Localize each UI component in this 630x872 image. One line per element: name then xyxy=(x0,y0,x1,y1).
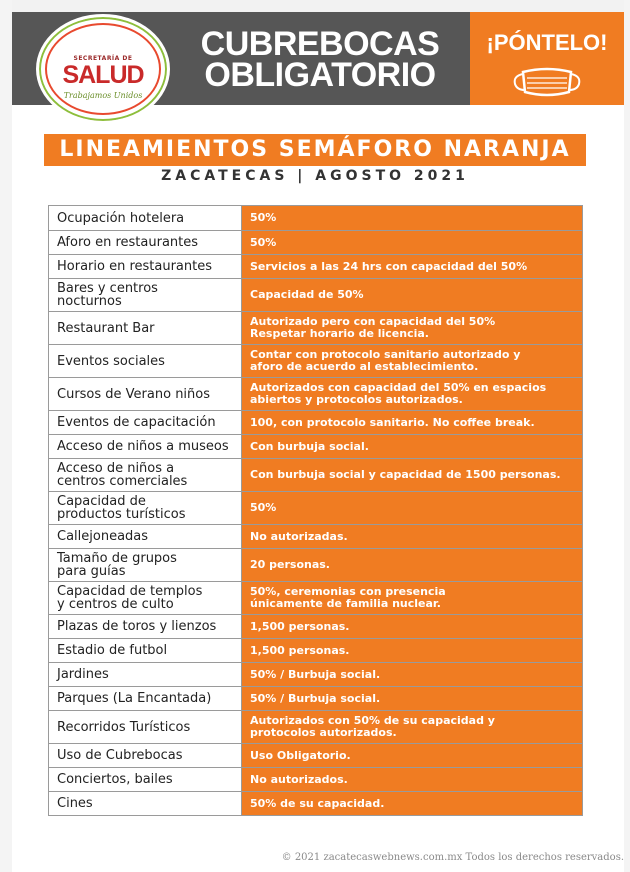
rule-label-line: Tamaño de grupos xyxy=(57,551,177,566)
header-title-line2: OBLIGATORIO xyxy=(204,56,436,94)
rule-label xyxy=(49,206,242,231)
logo-sub-text: Trabajamos Unidos xyxy=(63,91,143,100)
header-callout: ¡PÓNTELO! xyxy=(486,30,608,55)
rule-label-line: Horario en restaurantes xyxy=(57,259,213,274)
rule-value xyxy=(242,744,583,768)
rule-label-line: Eventos sociales xyxy=(57,353,165,369)
rule-label-line: Conciertos, bailes xyxy=(57,772,173,787)
rule-label xyxy=(49,744,242,768)
rule-value-line: 50% de su capacidad. xyxy=(250,796,385,810)
rule-label-line: Acceso de niños a museos xyxy=(57,439,229,454)
table-row xyxy=(49,687,583,711)
rule-label-line: productos turísticos xyxy=(57,507,186,522)
rule-value-line: abiertos y protocolos autorizados. xyxy=(250,393,463,406)
face-mask-icon xyxy=(509,64,585,100)
rule-value xyxy=(242,459,583,492)
rule-label-line: centros comerciales xyxy=(57,474,188,489)
rule-label-line: Cines xyxy=(57,796,93,811)
rule-label-line: Parques (La Encantada) xyxy=(57,691,212,706)
rule-label-line: Uso de Cubrebocas xyxy=(57,748,183,763)
rule-label-line: Jardines xyxy=(57,667,109,682)
rule-value-line: 50% / Burbuja social. xyxy=(250,691,381,705)
table-row xyxy=(49,768,583,792)
rule-value xyxy=(242,549,583,582)
rule-value-line: 50% xyxy=(250,211,277,224)
rule-label xyxy=(49,279,242,312)
rule-value-line: 20 personas. xyxy=(250,558,330,571)
rule-label-line: Aforo en restaurantes xyxy=(57,235,199,250)
rule-label-line: Recorridos Turísticos xyxy=(57,719,191,735)
rule-value xyxy=(242,492,583,525)
rule-label xyxy=(49,615,242,639)
table-row xyxy=(49,206,583,231)
rule-label xyxy=(49,792,242,816)
table-row xyxy=(49,711,583,744)
table-row xyxy=(49,255,583,279)
rule-label-line: Capacidad de xyxy=(57,494,146,509)
rule-value-line: Respetar horario de licencia. xyxy=(250,327,429,340)
table-row xyxy=(49,663,583,687)
rule-value xyxy=(242,663,583,687)
rule-label-line: Eventos de capacitación xyxy=(57,415,216,430)
rule-label-line: Bares y centros xyxy=(57,281,158,296)
rule-label xyxy=(49,378,242,411)
rule-value xyxy=(242,279,583,312)
rule-value xyxy=(242,312,583,345)
rule-label-line: Acceso de niños a xyxy=(57,461,175,476)
rule-value-line: Uso Obligatorio. xyxy=(250,748,351,762)
rule-label-line: Capacidad de templos xyxy=(57,584,203,599)
location-date: ZACATECAS | AGOSTO 2021 xyxy=(161,168,469,184)
rule-value xyxy=(242,411,583,435)
rules-table xyxy=(48,205,583,816)
rule-label-line: Callejoneadas xyxy=(57,529,149,544)
rule-label xyxy=(49,687,242,711)
rule-value-line: 50%, ceremonias con presencia xyxy=(250,585,446,598)
rule-value xyxy=(242,378,583,411)
rule-value xyxy=(242,711,583,744)
rule-label xyxy=(49,582,242,615)
rule-value xyxy=(242,639,583,663)
rule-value-line: 50% xyxy=(250,501,277,514)
table-row xyxy=(49,345,583,378)
rule-label xyxy=(49,663,242,687)
footer-copyright: © 2021 zacatecaswebnews.com.mx Todos los derechos reservados. xyxy=(281,852,624,863)
rule-value xyxy=(242,615,583,639)
rule-value-line: aforo de acuerdo al establecimiento. xyxy=(250,360,479,373)
rule-label xyxy=(49,312,242,345)
rule-value-line: Autorizados con 50% de su capacidad y xyxy=(250,714,495,727)
rule-label xyxy=(49,459,242,492)
rule-label xyxy=(49,435,242,459)
rule-value-line: Con burbuja social y capacidad de 1500 personas. xyxy=(250,468,561,481)
rule-label xyxy=(49,255,242,279)
rule-value xyxy=(242,255,583,279)
table-row xyxy=(49,435,583,459)
rule-label xyxy=(49,639,242,663)
rule-label-line: para guías xyxy=(57,564,126,579)
rule-value-line: únicamente de familia nuclear. xyxy=(250,597,441,610)
rule-value xyxy=(242,345,583,378)
rule-value xyxy=(242,582,583,615)
logo-top-text: SECRETARÍA DE xyxy=(73,55,133,62)
table-row xyxy=(49,459,583,492)
table-row xyxy=(49,378,583,411)
table-row xyxy=(49,792,583,816)
frame-left xyxy=(0,0,12,872)
rule-value-line: Servicios a las 24 hrs con capacidad del 50% xyxy=(250,259,528,273)
table-row xyxy=(49,411,583,435)
rule-value xyxy=(242,792,583,816)
rule-label-line: Cursos de Verano niños xyxy=(57,386,211,402)
rule-value-line: 100, con protocolo sanitario. No coffee break. xyxy=(250,415,535,429)
rule-label xyxy=(49,231,242,255)
rule-value-line: 1,500 personas. xyxy=(250,619,350,633)
table-row xyxy=(49,312,583,345)
table-row xyxy=(49,279,583,312)
rule-label xyxy=(49,711,242,744)
rule-label-line: Ocupación hotelera xyxy=(57,210,185,226)
table-row xyxy=(49,549,583,582)
rule-value xyxy=(242,525,583,549)
rule-value-line: Autorizado pero con capacidad del 50% xyxy=(250,315,496,328)
frame-top xyxy=(0,0,630,12)
table-row xyxy=(49,639,583,663)
rule-value xyxy=(242,687,583,711)
rule-value-line: protocolos autorizados. xyxy=(250,726,397,739)
table-row xyxy=(49,744,583,768)
logo-main-text: SALUD xyxy=(62,61,144,89)
rule-label-line: Restaurant Bar xyxy=(57,320,155,336)
table-row xyxy=(49,525,583,549)
rule-value-line: No autorizados. xyxy=(250,772,348,786)
table-row xyxy=(49,492,583,525)
rule-label xyxy=(49,768,242,792)
rule-label-line: y centros de culto xyxy=(57,597,174,612)
rule-value-line: 50% xyxy=(250,235,277,249)
section-title: LINEAMIENTOS SEMÁFORO NARANJA xyxy=(44,134,586,166)
rule-label xyxy=(49,492,242,525)
rule-label xyxy=(49,549,242,582)
frame-right xyxy=(624,0,630,872)
rule-value-line: Capacidad de 50% xyxy=(250,288,364,301)
rule-label xyxy=(49,525,242,549)
rule-label-line: nocturnos xyxy=(57,294,122,309)
rule-value-line: Con burbuja social. xyxy=(250,439,369,453)
rule-value-line: No autorizadas. xyxy=(250,529,348,543)
rule-value xyxy=(242,768,583,792)
rule-value-line: Autorizados con capacidad del 50% en espacios xyxy=(250,381,547,394)
rule-value xyxy=(242,231,583,255)
table-row xyxy=(49,231,583,255)
rule-label-line: Plazas de toros y lienzos xyxy=(57,619,217,634)
rule-value xyxy=(242,206,583,231)
rule-label xyxy=(49,345,242,378)
rule-value xyxy=(242,435,583,459)
rule-value-line: 1,500 personas. xyxy=(250,643,350,657)
salud-logo xyxy=(36,14,170,124)
table-row xyxy=(49,582,583,615)
rule-label xyxy=(49,411,242,435)
rule-value-line: Contar con protocolo sanitario autorizado y xyxy=(250,348,521,361)
header-title-line1: CUBREBOCAS xyxy=(200,25,440,63)
rule-label-line: Estadio de futbol xyxy=(57,643,168,658)
table-row xyxy=(49,615,583,639)
rule-value-line: 50% / Burbuja social. xyxy=(250,667,381,681)
